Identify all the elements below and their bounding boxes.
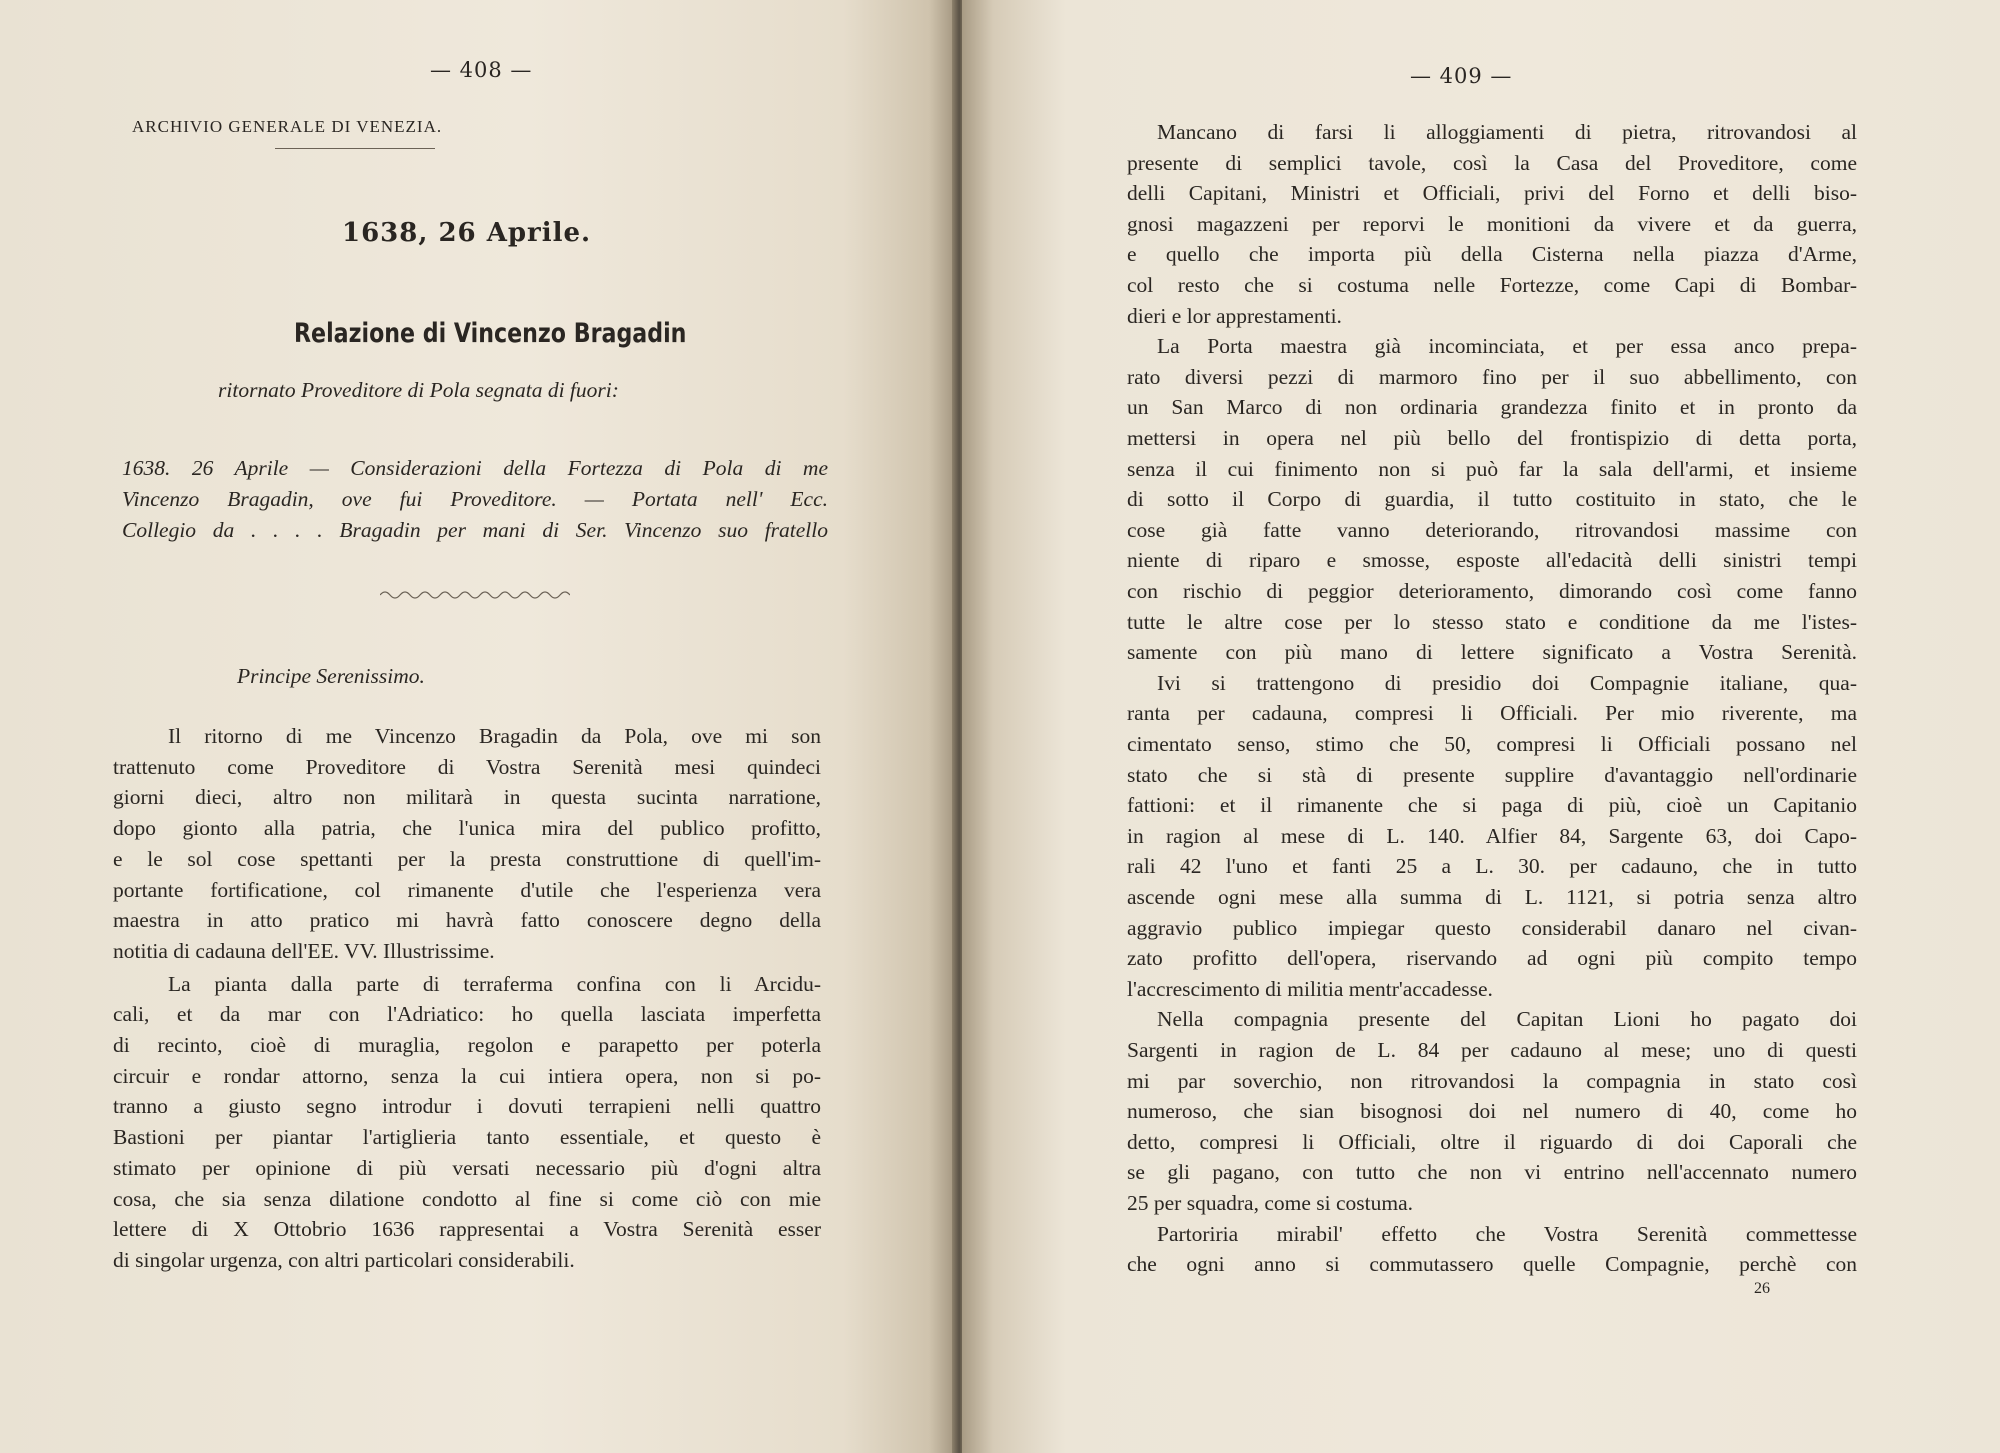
text-line: circuir e rondar attorno, senza la cui intiera opera, non si po-: [113, 1063, 821, 1088]
text-line: fattioni: et il rimanente che si paga di più, cioè un Capitanio: [1127, 793, 1857, 818]
document-subtitle: ritornato Proveditore di Pola segnata di fuori:: [218, 378, 619, 402]
text-line: Sargenti in ragion de L. 84 per cadauno al mese; uno di questi: [1127, 1038, 1857, 1062]
text-line: in ragion al mese di L. 140. Alfier 84, Sargente 63, doi Capo-: [1127, 823, 1857, 848]
text-line: di recinto, cioè di muraglia, regolon e parapetto per poterla: [113, 1033, 821, 1057]
text-line: samente con più mano di lettere significato a Vostra Serenità.: [1127, 640, 1857, 665]
text-line: presente di semplici tavole, così la Casa del Proveditore, come: [1127, 150, 1857, 175]
text-line: giorni dieci, altro non militarà in questa sucinta narratione,: [113, 785, 821, 810]
date-heading: 1638, 26 Aprile.: [342, 218, 592, 248]
document-title: Relazione di Vincenzo Bragadin: [294, 318, 687, 349]
page-number: — 409 —: [1410, 64, 1513, 88]
text-line: La pianta dalla parte di terraferma confina con li Arcidu-: [168, 971, 821, 996]
text-line: Bastioni per piantar l'artiglieria tanto essentiale, et questo è: [113, 1125, 821, 1150]
text-line: Collegio da . . . . Bragadin per mani di Ser. Vincenzo suo fratello: [122, 518, 828, 542]
text-line: niente di riparo e smosse, esposte all'edacità delli sinistri tempi: [1127, 548, 1857, 573]
text-line: Nella compagnia presente del Capitan Lioni ho pagato doi: [1157, 1007, 1857, 1032]
text-line: maestra in atto pratico mi havrà fatto conoscere degno della: [113, 908, 821, 933]
header-rule: [275, 148, 435, 149]
text-line: dopo gionto alla patria, che l'unica mira del publico profitto,: [113, 816, 821, 841]
text-line: rali 42 l'uno et fanti 25 a L. 30. per cadauno, che in tutto: [1127, 854, 1857, 879]
text-line: con rischio di peggior deterioramento, dimorando così come fanno: [1127, 579, 1857, 603]
text-line: trattenuto come Proveditore di Vostra Serenità mesi quindeci: [113, 754, 821, 779]
text-line: mettersi in opera nel più bello del frontispizio di detta porta,: [1127, 426, 1857, 450]
text-line: lettere di X Ottobrio 1636 rappresentai a Vostra Serenità esser: [113, 1217, 821, 1242]
text-line: di singolar urgenza, con altri particolari considerabili.: [113, 1247, 575, 1272]
text-line: portante fortificatione, col rimanente d'utile che l'esperienza vera: [113, 877, 821, 902]
text-line: notitia di cadauna dell'EE. VV. Illustrissime.: [113, 938, 495, 963]
text-line: e le sol cose spettanti per la presta construttione di quell'im-: [113, 846, 821, 871]
text-line: ascende ogni mese alla summa di L. 1121, si potria senza altro: [1127, 885, 1857, 909]
text-line: un San Marco di non ordinaria grandezza finito et in pronto da: [1127, 395, 1857, 420]
text-line: cose già fatte vanno deteriorando, ritrovandosi massime con: [1127, 517, 1857, 542]
text-line: detto, compresi li Officiali, oltre il riguardo di doi Caporali che: [1127, 1129, 1857, 1154]
text-line: rato diversi pezzi di marmoro fino per il suo abbellimento, con: [1127, 364, 1857, 389]
text-line: dieri e lor apprestamenti.: [1127, 303, 1342, 328]
running-header: ARCHIVIO GENERALE DI VENEZIA.: [132, 117, 443, 136]
text-line: Il ritorno di me Vincenzo Bragadin da Pola, ove mi son: [168, 724, 821, 748]
text-line: senza il cui finimento non si può far la sala dell'armi, et insieme: [1127, 456, 1857, 481]
text-line: tutte le altre cose per lo stesso stato e conditione da me l'istes-: [1127, 609, 1857, 634]
salutation: Principe Serenissimo.: [237, 664, 425, 688]
text-line: se gli pagano, con tutto che non vi entrino nell'accennato numero: [1127, 1160, 1857, 1185]
text-line: numeroso, che sian bisognosi doi nel numero di 40, come ho: [1127, 1099, 1857, 1124]
text-line: ranta per cadauna, compresi li Officiali. Per mio riverente, ma: [1127, 701, 1857, 726]
text-line: Ivi si trattengono di presidio doi Compagnie italiane, qua-: [1157, 670, 1857, 695]
text-line: cali, et da mar con l'Adriatico: ho quella lasciata imperfetta: [113, 1002, 821, 1027]
text-line: 25 per squadra, come si costuma.: [1127, 1191, 1413, 1215]
text-line: zato profitto dell'opera, riservando ad ogni più compito tempo: [1127, 946, 1857, 971]
text-line: di sotto il Corpo di guardia, il tutto costituito in stato, che le: [1127, 487, 1857, 512]
page-number: — 408 —: [430, 58, 533, 82]
text-line: col resto che si costuma nelle Fortezze, come Capi di Bombar-: [1127, 273, 1857, 297]
text-line: che ogni anno si commutassero quelle Compagnie, perchè con: [1127, 1252, 1857, 1277]
text-line: e quello che importa più della Cisterna nella piazza d'Arme,: [1127, 242, 1857, 267]
text-line: cimentato senso, stimo che 50, compresi li Officiali possano nel: [1127, 732, 1857, 756]
text-line: stato che si stà di presente supplire d'avantaggio nell'ordinarie: [1127, 762, 1857, 787]
text-line: delli Capitani, Ministri et Officiali, privi del Forno et delli biso-: [1127, 181, 1857, 206]
right-page: [962, 0, 2000, 1453]
text-line: 1638. 26 Aprile — Considerazioni della Fortezza di Pola di me: [122, 456, 828, 480]
text-line: Mancano di farsi li alloggiamenti di pietra, ritrovandosi al: [1157, 120, 1857, 144]
text-line: mi par soverchio, non ritrovandosi la compagnia in stato così: [1127, 1068, 1857, 1093]
text-line: cosa, che sia senza dilatione condotto al fine si come ciò con mie: [113, 1186, 821, 1211]
text-line: stimato per opinione di più versati necessario più d'ogni altra: [113, 1155, 821, 1180]
text-line: tranno a giusto segno introdur i dovuti terrapieni nelli quattro: [113, 1094, 821, 1119]
left-page: [0, 0, 958, 1453]
text-line: l'accrescimento di militia mentr'accadesse.: [1127, 976, 1493, 1001]
signature-mark: 26: [1754, 1280, 1770, 1297]
text-line: gnosi magazzeni per reporvi le monitioni da vivere et da guerra,: [1127, 211, 1857, 236]
text-line: aggravio publico impiegar questo considerabil danaro nel civan-: [1127, 915, 1857, 940]
text-line: Vincenzo Bragadin, ove fui Proveditore. — Portata nell' Ecc.: [122, 487, 828, 511]
text-line: La Porta maestra già incominciata, et per essa anco prepa-: [1157, 334, 1857, 359]
ornamental-divider: [380, 589, 570, 601]
text-line: Partoriria mirabil' effetto che Vostra Serenità commettesse: [1157, 1221, 1857, 1246]
